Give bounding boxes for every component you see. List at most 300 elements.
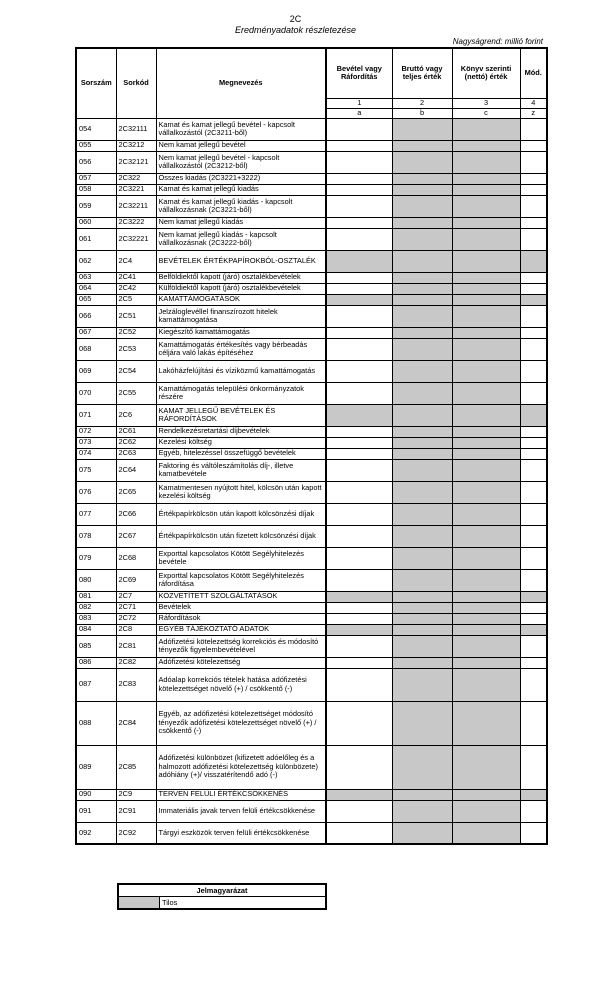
row-code: 2C3222: [116, 217, 156, 228]
header-col4: Mód.: [520, 48, 547, 98]
input-cell[interactable]: [520, 272, 547, 283]
legend-title: Jelmagyarázat: [118, 884, 326, 897]
row-code: 2C322: [116, 173, 156, 184]
row-label: KAMAT JELLEGŰ BEVÉTELEK ÉS RÁFORDÍTÁSOK: [156, 404, 326, 426]
index-number: 2: [392, 98, 452, 108]
header-col2: Bruttó vagy teljes érték: [392, 48, 452, 98]
input-cell[interactable]: [520, 140, 547, 151]
input-cell[interactable]: [326, 800, 392, 822]
disabled-cell: [392, 569, 452, 591]
input-cell[interactable]: [520, 195, 547, 217]
row-code: 2C9: [116, 789, 156, 800]
disabled-cell: [452, 525, 520, 547]
row-code: 2C82: [116, 657, 156, 668]
table-row: [76, 525, 547, 547]
input-cell[interactable]: [520, 426, 547, 437]
table-body: [76, 118, 547, 844]
row-label: Kamattámogatás települési önkormányzatok részére: [156, 382, 326, 404]
row-code: 2C3221: [116, 184, 156, 195]
row-label: Exporttal kapcsolatos Kötött Segélyhitelezés ráfordítása: [156, 569, 326, 591]
input-cell[interactable]: [520, 822, 547, 844]
input-cell[interactable]: [326, 195, 392, 217]
index-letter: b: [392, 108, 452, 118]
input-cell[interactable]: [326, 228, 392, 250]
row-code: 2C68: [116, 547, 156, 569]
row-number: 067: [76, 327, 116, 338]
disabled-cell: [392, 426, 452, 437]
row-number: 061: [76, 228, 116, 250]
disabled-cell: [452, 360, 520, 382]
row-code: 2C32121: [116, 151, 156, 173]
index-letter: c: [452, 108, 520, 118]
disabled-cell: [452, 789, 520, 800]
row-code: 2C71: [116, 602, 156, 613]
table-row: [76, 360, 547, 382]
input-cell[interactable]: [326, 151, 392, 173]
table-row: [76, 613, 547, 624]
disabled-cell: [452, 118, 520, 140]
row-label: Adófizetési különbözet (kifizetett adóelőleg és a halmozott adófizetési kötelezettség különbözete) adóhiány (+)/ visszatérítendő adó (-): [156, 745, 326, 789]
input-cell[interactable]: [520, 217, 547, 228]
table-row: [76, 459, 547, 481]
disabled-cell: [392, 360, 452, 382]
disabled-cell: [326, 294, 392, 305]
input-cell[interactable]: [520, 701, 547, 745]
disabled-cell: [520, 591, 547, 602]
table-row: [76, 591, 547, 602]
input-cell[interactable]: [520, 184, 547, 195]
disabled-cell: [520, 250, 547, 272]
disabled-cell: [520, 789, 547, 800]
table-row: [76, 283, 547, 294]
disabled-cell: [452, 745, 520, 789]
row-label: Adófizetési kötelezettség korrekciós és módosító tényezők figyelembevételével: [156, 635, 326, 657]
row-label: Immateriális javak terven felüli értékcsökkenése: [156, 800, 326, 822]
disabled-cell: [392, 591, 452, 602]
row-label: Kamattámogatás értékesítés vagy bérbeadás céljára való lakás építéséhez: [156, 338, 326, 360]
disabled-cell: [452, 668, 520, 701]
input-cell[interactable]: [326, 822, 392, 844]
disabled-cell: [452, 800, 520, 822]
disabled-cell: [452, 547, 520, 569]
input-cell[interactable]: [326, 283, 392, 294]
row-number: 077: [76, 503, 116, 525]
input-cell[interactable]: [326, 569, 392, 591]
input-cell[interactable]: [326, 547, 392, 569]
row-label: Külföldiektől kapott (járó) osztalékbevételek: [156, 283, 326, 294]
row-number: 091: [76, 800, 116, 822]
row-code: 2C84: [116, 701, 156, 745]
row-label: Kamatmentesen nyújtott hitel, kölcsön után kapott kezelési költség: [156, 481, 326, 503]
row-code: 2C69: [116, 569, 156, 591]
row-code: 2C42: [116, 283, 156, 294]
disabled-cell: [452, 151, 520, 173]
input-cell[interactable]: [520, 173, 547, 184]
row-label: Jelzáloglevéllel finanszírozott hitelek kamattámogatása: [156, 305, 326, 327]
row-number: 079: [76, 547, 116, 569]
table-row: [76, 173, 547, 184]
row-number: 092: [76, 822, 116, 844]
row-label: Egyéb, az adófizetési kötelezettséget módosító tényezők adófizetési kötelezettséget növelő (+) / csökkentő (-): [156, 701, 326, 745]
row-label: Belföldiektől kapott (járó) osztalékbevételek: [156, 272, 326, 283]
disabled-cell: [452, 624, 520, 635]
input-cell[interactable]: [326, 668, 392, 701]
legend-swatch: [118, 897, 160, 910]
table-row: [76, 184, 547, 195]
input-cell[interactable]: [520, 525, 547, 547]
disabled-cell: [392, 789, 452, 800]
disabled-cell: [452, 503, 520, 525]
disabled-cell: [452, 294, 520, 305]
disabled-cell: [392, 327, 452, 338]
row-label: EGYÉB TÁJÉKOZTATÓ ADATOK: [156, 624, 326, 635]
table-row: [76, 569, 547, 591]
input-cell[interactable]: [326, 140, 392, 151]
disabled-cell: [392, 437, 452, 448]
row-number: 086: [76, 657, 116, 668]
table-row: [76, 437, 547, 448]
table-row: [76, 404, 547, 426]
row-label: Értékpapírkölcsön után fizetett kölcsönzési díjak: [156, 525, 326, 547]
row-label: KÖZVETÍTETT SZOLGÁLTATÁSOK: [156, 591, 326, 602]
row-code: 2C3212: [116, 140, 156, 151]
row-number: 071: [76, 404, 116, 426]
row-code: 2C67: [116, 525, 156, 547]
table-row: [76, 338, 547, 360]
table-row: [76, 140, 547, 151]
disabled-cell: [326, 250, 392, 272]
input-cell[interactable]: [326, 338, 392, 360]
row-number: 088: [76, 701, 116, 745]
row-number: 072: [76, 426, 116, 437]
row-label: BEVÉTELEK ÉRTÉKPAPÍROKBÓL-OSZTALÉK: [156, 250, 326, 272]
disabled-cell: [452, 338, 520, 360]
input-cell[interactable]: [520, 503, 547, 525]
header-col1: Bevétel vagy Ráfordítás: [326, 48, 392, 98]
table-row: [76, 272, 547, 283]
disabled-cell: [392, 448, 452, 459]
index-letter: z: [520, 108, 547, 118]
input-cell[interactable]: [326, 426, 392, 437]
header-megnevezes: Megnevezés: [156, 48, 326, 118]
row-number: 078: [76, 525, 116, 547]
row-code: 2C65: [116, 481, 156, 503]
input-cell[interactable]: [520, 800, 547, 822]
disabled-cell: [452, 250, 520, 272]
row-label: KAMATTÁMOGATÁSOK: [156, 294, 326, 305]
disabled-cell: [392, 701, 452, 745]
row-number: 085: [76, 635, 116, 657]
disabled-cell: [452, 613, 520, 624]
input-cell[interactable]: [326, 305, 392, 327]
input-cell[interactable]: [520, 459, 547, 481]
table-row: [76, 822, 547, 844]
input-cell[interactable]: [326, 173, 392, 184]
input-cell[interactable]: [520, 602, 547, 613]
index-number: 4: [520, 98, 547, 108]
row-label: Adóalap korrekciós tételek hatása adófizetési kötelezettséget növelő (+) / csökkentő (-): [156, 668, 326, 701]
row-label: Lakóházfelújítási és víziközmű kamattámogatás: [156, 360, 326, 382]
disabled-cell: [392, 800, 452, 822]
row-number: 070: [76, 382, 116, 404]
input-cell[interactable]: [520, 668, 547, 701]
row-label: Exporttal kapcsolatos Kötött Segélyhitelezés bevétele: [156, 547, 326, 569]
input-cell[interactable]: [326, 459, 392, 481]
row-number: 087: [76, 668, 116, 701]
disabled-cell: [392, 602, 452, 613]
row-number: 057: [76, 173, 116, 184]
input-cell[interactable]: [520, 118, 547, 140]
input-cell[interactable]: [326, 382, 392, 404]
row-code: 2C51: [116, 305, 156, 327]
input-cell[interactable]: [326, 701, 392, 745]
index-number: 1: [326, 98, 392, 108]
disabled-cell: [452, 591, 520, 602]
disabled-cell: [392, 822, 452, 844]
legend: [117, 883, 327, 910]
row-label: Nem kamat jellegű bevétel - kapcsolt vállalkozástól (2C3212-ből): [156, 151, 326, 173]
disabled-cell: [452, 437, 520, 448]
row-code: 2C61: [116, 426, 156, 437]
input-cell[interactable]: [520, 382, 547, 404]
row-number: 090: [76, 789, 116, 800]
input-cell[interactable]: [520, 635, 547, 657]
row-number: 064: [76, 283, 116, 294]
row-code: 2C81: [116, 635, 156, 657]
disabled-cell: [452, 382, 520, 404]
row-number: 054: [76, 118, 116, 140]
header-col3: Könyv szerinti (nettó) érték: [452, 48, 520, 98]
row-number: 058: [76, 184, 116, 195]
table-row: [76, 382, 547, 404]
row-label: Kezelési költség: [156, 437, 326, 448]
row-number: 080: [76, 569, 116, 591]
input-cell[interactable]: [520, 283, 547, 294]
disabled-cell: [392, 250, 452, 272]
disabled-cell: [392, 173, 452, 184]
input-cell[interactable]: [520, 613, 547, 624]
table-row: [76, 602, 547, 613]
input-cell[interactable]: [326, 745, 392, 789]
table-row: [76, 151, 547, 173]
row-number: 063: [76, 272, 116, 283]
row-code: 2C85: [116, 745, 156, 789]
input-cell[interactable]: [520, 327, 547, 338]
disabled-cell: [452, 602, 520, 613]
input-cell[interactable]: [326, 613, 392, 624]
disabled-cell: [452, 272, 520, 283]
table-row: [76, 305, 547, 327]
disabled-cell: [392, 547, 452, 569]
disabled-cell: [452, 327, 520, 338]
input-cell[interactable]: [520, 657, 547, 668]
row-code: 2C32211: [116, 195, 156, 217]
row-number: 089: [76, 745, 116, 789]
input-cell[interactable]: [520, 547, 547, 569]
form-code: 2C: [289, 14, 302, 24]
row-number: 059: [76, 195, 116, 217]
disabled-cell: [452, 448, 520, 459]
disabled-cell: [520, 404, 547, 426]
input-cell[interactable]: [326, 635, 392, 657]
input-cell[interactable]: [520, 745, 547, 789]
form-title: Eredményadatok részletezése: [234, 25, 357, 35]
disabled-cell: [452, 481, 520, 503]
row-label: Faktoring és váltóleszámítolás díj-, illetve kamatbevétele: [156, 459, 326, 481]
row-code: 2C66: [116, 503, 156, 525]
row-number: 069: [76, 360, 116, 382]
disabled-cell: [392, 459, 452, 481]
row-code: 2C53: [116, 338, 156, 360]
table-row: [76, 800, 547, 822]
disabled-cell: [392, 668, 452, 701]
disabled-cell: [392, 305, 452, 327]
disabled-cell: [452, 426, 520, 437]
input-cell[interactable]: [520, 360, 547, 382]
table-row: [76, 448, 547, 459]
input-cell[interactable]: [326, 481, 392, 503]
row-label: Kiegészítő kamattámogatás: [156, 327, 326, 338]
disabled-cell: [452, 459, 520, 481]
disabled-cell: [452, 184, 520, 195]
disabled-cell: [326, 404, 392, 426]
input-cell[interactable]: [326, 602, 392, 613]
legend-item: Tilos: [160, 897, 327, 910]
disabled-cell: [392, 140, 452, 151]
input-cell[interactable]: [326, 448, 392, 459]
table-row: [76, 294, 547, 305]
row-code: 2C41: [116, 272, 156, 283]
row-label: Tárgyi eszközök terven felüli értékcsökkenése: [156, 822, 326, 844]
disabled-cell: [452, 228, 520, 250]
row-code: 2C32111: [116, 118, 156, 140]
table-row: [76, 635, 547, 657]
input-cell[interactable]: [326, 184, 392, 195]
table-row: [76, 195, 547, 217]
disabled-cell: [452, 195, 520, 217]
disabled-cell: [452, 657, 520, 668]
header-sorkod: Sorkód: [116, 48, 156, 118]
row-number: 084: [76, 624, 116, 635]
row-label: Kamat és kamat jellegű bevétel - kapcsolt vállalkozástól (2C3211-ből): [156, 118, 326, 140]
table-row: [76, 426, 547, 437]
disabled-cell: [392, 195, 452, 217]
disabled-cell: [452, 283, 520, 294]
row-code: 2C32221: [116, 228, 156, 250]
index-letter: a: [326, 108, 392, 118]
disabled-cell: [392, 294, 452, 305]
input-cell[interactable]: [520, 305, 547, 327]
row-code: 2C7: [116, 591, 156, 602]
input-cell[interactable]: [520, 481, 547, 503]
input-cell[interactable]: [326, 503, 392, 525]
unit-note: Nagyságrend: millió forint: [452, 37, 543, 46]
row-number: 076: [76, 481, 116, 503]
disabled-cell: [452, 305, 520, 327]
disabled-cell: [452, 701, 520, 745]
input-cell[interactable]: [520, 338, 547, 360]
disabled-cell: [326, 591, 392, 602]
disabled-cell: [392, 338, 452, 360]
data-table: [75, 47, 548, 845]
row-code: 2C64: [116, 459, 156, 481]
row-code: 2C62: [116, 437, 156, 448]
table-row: [76, 789, 547, 800]
disabled-cell: [392, 184, 452, 195]
row-number: 066: [76, 305, 116, 327]
input-cell[interactable]: [326, 437, 392, 448]
row-label: Értékpapírkölcsön után kapott kölcsönzési díjak: [156, 503, 326, 525]
row-number: 081: [76, 591, 116, 602]
disabled-cell: [392, 657, 452, 668]
table-row: [76, 228, 547, 250]
input-cell[interactable]: [326, 217, 392, 228]
row-label: Egyéb, hitelezéssel összefüggő bevételek: [156, 448, 326, 459]
disabled-cell: [392, 613, 452, 624]
input-cell[interactable]: [520, 228, 547, 250]
row-number: 056: [76, 151, 116, 173]
disabled-cell: [326, 624, 392, 635]
row-code: 2C91: [116, 800, 156, 822]
row-code: 2C5: [116, 294, 156, 305]
table-row: [76, 481, 547, 503]
input-cell[interactable]: [326, 118, 392, 140]
row-number: 082: [76, 602, 116, 613]
table-row: [76, 668, 547, 701]
row-code: 2C6: [116, 404, 156, 426]
row-number: 055: [76, 140, 116, 151]
table-row: [76, 624, 547, 635]
input-cell[interactable]: [326, 327, 392, 338]
row-label: Nem kamat jellegű bevétel: [156, 140, 326, 151]
row-code: 2C83: [116, 668, 156, 701]
header-sorszam: Sorszám: [76, 48, 116, 118]
disabled-cell: [392, 217, 452, 228]
row-label: Nem kamat jellegű kiadás - kapcsolt vállalkozásnak (2C3222-ből): [156, 228, 326, 250]
input-cell[interactable]: [520, 151, 547, 173]
row-label: Rendelkezésretartási díjbevételek: [156, 426, 326, 437]
disabled-cell: [452, 217, 520, 228]
table-row: [76, 701, 547, 745]
row-number: 075: [76, 459, 116, 481]
disabled-cell: [392, 635, 452, 657]
table-row: [76, 118, 547, 140]
input-cell[interactable]: [326, 525, 392, 547]
disabled-cell: [452, 635, 520, 657]
disabled-cell: [452, 822, 520, 844]
disabled-cell: [392, 283, 452, 294]
input-cell[interactable]: [520, 437, 547, 448]
disabled-cell: [392, 525, 452, 547]
input-cell[interactable]: [520, 569, 547, 591]
row-label: Adófizetési kötelezettség: [156, 657, 326, 668]
table-row: [76, 547, 547, 569]
row-number: 073: [76, 437, 116, 448]
disabled-cell: [392, 404, 452, 426]
table-row: [76, 250, 547, 272]
input-cell[interactable]: [326, 657, 392, 668]
disabled-cell: [392, 481, 452, 503]
table-row: [76, 217, 547, 228]
row-label: Kamat és kamat jellegű kiadás - kapcsolt vállalkozásnak (2C3221-ből): [156, 195, 326, 217]
input-cell[interactable]: [326, 360, 392, 382]
disabled-cell: [392, 745, 452, 789]
disabled-cell: [520, 294, 547, 305]
input-cell[interactable]: [326, 272, 392, 283]
input-cell[interactable]: [520, 448, 547, 459]
disabled-cell: [452, 140, 520, 151]
row-number: 068: [76, 338, 116, 360]
